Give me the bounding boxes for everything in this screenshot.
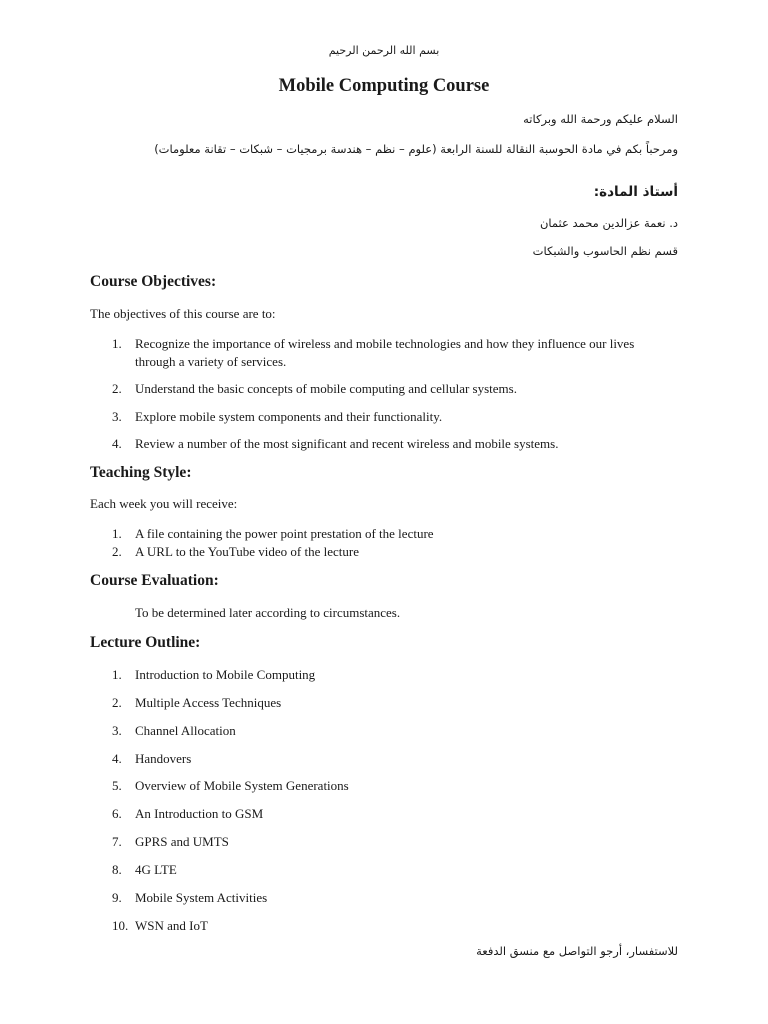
objectives-heading: Course Objectives: bbox=[90, 273, 217, 290]
item-text: GPRS and UMTS bbox=[135, 834, 229, 849]
item-number: 1. bbox=[112, 667, 122, 682]
item-number: 3. bbox=[112, 723, 122, 738]
outline-item bbox=[112, 666, 672, 684]
item-text: Handovers bbox=[135, 751, 192, 766]
item-text: A URL to the YouTube video of the lecture bbox=[135, 544, 359, 559]
item-text: 4G LTE bbox=[135, 862, 177, 877]
item-number: 4. bbox=[112, 436, 122, 451]
objective-item bbox=[112, 435, 672, 453]
item-number: 4. bbox=[112, 751, 122, 766]
teaching-item bbox=[112, 543, 672, 561]
outline-item bbox=[112, 889, 672, 907]
item-text: Overview of Mobile System Generations bbox=[135, 778, 349, 793]
item-text: Introduction to Mobile Computing bbox=[135, 667, 316, 682]
item-number: 6. bbox=[112, 806, 122, 821]
item-text: Mobile System Activities bbox=[135, 890, 268, 905]
objective-item bbox=[112, 335, 672, 371]
item-text: Channel Allocation bbox=[135, 723, 236, 738]
item-number: 10. bbox=[112, 918, 129, 933]
item-number: 3. bbox=[112, 409, 122, 424]
teaching-item bbox=[112, 525, 672, 543]
outline-item bbox=[112, 833, 672, 851]
evaluation-text: To be determined later according to circumstances. bbox=[135, 605, 401, 620]
item-text: Understand the basic concepts of mobile computing and cellular systems. bbox=[135, 381, 517, 396]
outline-item bbox=[112, 917, 672, 935]
outline-item bbox=[112, 777, 672, 795]
item-number: 2. bbox=[112, 544, 122, 559]
item-number: 8. bbox=[112, 862, 122, 877]
outline-item bbox=[112, 861, 672, 879]
evaluation-heading: Course Evaluation: bbox=[90, 572, 219, 589]
footer-note: للاستفسار، أرجو التواصل مع منسق الدفعة bbox=[476, 944, 678, 958]
objective-item bbox=[112, 380, 672, 398]
teaching-heading: Teaching Style: bbox=[90, 464, 192, 481]
item-text: Explore mobile system components and their functionality. bbox=[135, 409, 443, 424]
item-number: 7. bbox=[112, 834, 122, 849]
item-number: 9. bbox=[112, 890, 122, 905]
greeting: السلام عليكم ورحمة الله وبركاته bbox=[523, 112, 678, 126]
basmala: بسم الله الرحمن الرحيم bbox=[328, 44, 440, 57]
item-text: Multiple Access Techniques bbox=[135, 695, 282, 710]
item-number: 1. bbox=[112, 336, 122, 351]
outline-item bbox=[112, 722, 672, 740]
item-text: WSN and IoT bbox=[135, 918, 208, 933]
item-text: Recognize the importance of wireless and mobile technologies and how they influence our lives through a variety of services. bbox=[135, 336, 635, 369]
item-number: 1. bbox=[112, 526, 122, 541]
item-text: Review a number of the most significant and recent wireless and mobile systems. bbox=[135, 436, 559, 451]
instructor-name: د. نعمة عزالدين محمد عثمان bbox=[539, 216, 678, 230]
instructor-heading: أستاذ المادة: bbox=[593, 184, 678, 200]
welcome-text: ومرحباً بكم في مادة الحوسبة النقالة للسنة الرابعة (علوم – نظم – هندسة برمجيات – شبكات – تقانة معلومات) bbox=[154, 142, 678, 156]
outline-item bbox=[112, 805, 672, 823]
item-number: 2. bbox=[112, 695, 122, 710]
outline-heading: Lecture Outline: bbox=[90, 634, 201, 651]
outline-item bbox=[112, 750, 672, 768]
objectives-intro: The objectives of this course are to: bbox=[90, 306, 276, 321]
outline-item bbox=[112, 694, 672, 712]
item-text: A file containing the power point prestation of the lecture bbox=[135, 526, 434, 541]
item-text: An Introduction to GSM bbox=[135, 806, 264, 821]
document-title: Mobile Computing Course bbox=[278, 76, 490, 96]
item-number: 2. bbox=[112, 381, 122, 396]
department-name: قسم نظم الحاسوب والشبكات bbox=[532, 244, 678, 258]
item-number: 5. bbox=[112, 778, 122, 793]
teaching-intro: Each week you will receive: bbox=[90, 496, 238, 511]
objective-item bbox=[112, 408, 672, 426]
